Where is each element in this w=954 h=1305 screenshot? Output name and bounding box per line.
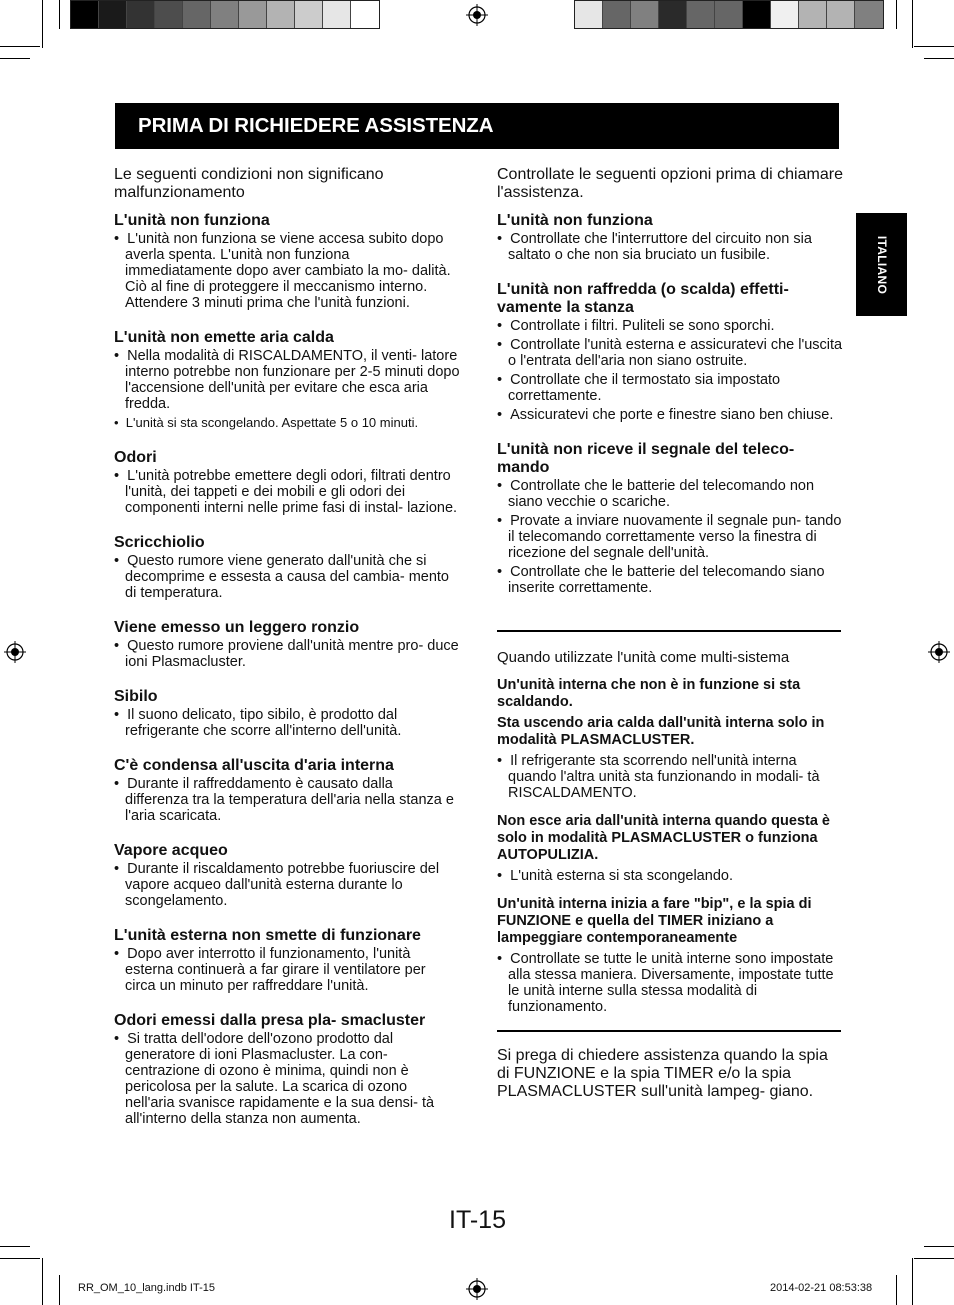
color-swatch xyxy=(687,1,715,28)
bullet-list xyxy=(497,231,843,263)
crop-mark xyxy=(914,46,954,47)
section-title: Odori emessi dalla presa pla- smacluster xyxy=(114,1012,426,1029)
block-title: Un'unità interna inizia a fare "bip", e la spia di FUNZIONE e quella del TIMER iniziano a lampeggiare contemporaneamente xyxy=(497,896,812,946)
crop-mark xyxy=(0,46,40,47)
bullet-list xyxy=(497,951,843,1015)
list-item: • L'unità esterna si sta scongelando. xyxy=(497,868,843,884)
section-title: Vapore acqueo xyxy=(114,842,228,859)
bullet-list xyxy=(114,946,460,994)
list-item: • Controllate che l'interruttore del circuito non sia saltato o che non sia bruciato un fusibile. xyxy=(497,231,843,263)
page-title: PRIMA DI RICHIEDERE ASSISTENZA xyxy=(138,114,494,137)
block-title: Un'unità interna che non è in funzione si sta scaldando. xyxy=(497,677,801,710)
list-item: • Dopo aver interrotto il funzionamento, l'unità esterna continuerà a far girare il ventilatore per circa un minuto per raffreddare l'unità. xyxy=(114,946,460,994)
list-item: • L'unità non funziona se viene accesa subito dopo averla spenta. L'unità non funziona immediatamente dopo aver cambiato la mo- dalità. Ciò al fine di proteggere il meccanismo interno. Attendere 3 minuti prima che l'unità funzioni. xyxy=(114,231,460,311)
color-swatch xyxy=(743,1,771,28)
right-sections xyxy=(497,212,843,596)
bullet-list xyxy=(497,868,843,884)
language-tab xyxy=(856,213,907,316)
divider xyxy=(497,1030,841,1032)
color-swatch xyxy=(603,1,631,28)
section-title: Scricchiolio xyxy=(114,534,205,551)
bullet-list xyxy=(114,348,460,431)
color-swatch xyxy=(827,1,855,28)
registration-mark-icon xyxy=(466,1278,488,1300)
color-swatch xyxy=(267,1,295,28)
crop-mark xyxy=(896,0,897,29)
section-title: Sibilo xyxy=(114,688,158,705)
registration-mark-icon xyxy=(928,641,950,663)
bullet-list xyxy=(114,468,460,516)
language-tab-label: ITALIANO xyxy=(874,235,889,294)
color-swatch xyxy=(295,1,323,28)
color-bar-left xyxy=(70,0,380,29)
color-swatch xyxy=(127,1,155,28)
multi-system-section xyxy=(497,649,843,1027)
bullet-list xyxy=(497,478,843,596)
registration-mark-icon xyxy=(466,4,488,26)
crop-mark xyxy=(924,58,954,59)
list-item: • Questo rumore viene generato dall'unità che si decomprime e essesta a causa del cambia- mento di temperatura. xyxy=(114,553,460,601)
bullet-list xyxy=(114,553,460,601)
section-title: Odori xyxy=(114,449,157,466)
divider xyxy=(497,630,841,632)
left-intro: Le seguenti condizioni non significano malfunzionamento xyxy=(114,166,384,201)
crop-mark xyxy=(896,1275,897,1305)
timestamp: 2014-02-21 08:53:38 xyxy=(770,1282,873,1294)
color-swatch xyxy=(71,1,99,28)
bullet-list xyxy=(114,707,460,739)
list-item: • Il suono delicato, tipo sibilo, è prodotto dal refrigerante che scorre all'interno dell'unità. xyxy=(114,707,460,739)
left-sections xyxy=(114,212,460,1127)
bullet-list xyxy=(114,231,460,311)
color-swatch xyxy=(99,1,127,28)
color-swatch xyxy=(659,1,687,28)
color-swatch xyxy=(855,1,883,28)
block-title: Sta uscendo aria calda dall'unità interna solo in modalità PLASMACLUSTER. xyxy=(497,715,825,748)
color-swatch xyxy=(715,1,743,28)
list-item: • Controllate che il termostato sia impostato correttamente. xyxy=(497,372,843,404)
crop-mark xyxy=(59,0,60,29)
color-swatch xyxy=(211,1,239,28)
block-title: Non esce aria dall'unità interna quando questa è solo in modalità PLASMACLUSTER o funziona AUTOPULIZIA. xyxy=(497,813,830,863)
section-title: L'unità non raffredda (o scalda) effetti- vamente la stanza xyxy=(497,281,789,316)
crop-mark xyxy=(912,1258,913,1305)
color-swatch xyxy=(155,1,183,28)
color-bar-right xyxy=(574,0,884,29)
multi-blocks xyxy=(497,677,843,1015)
crop-mark xyxy=(924,1246,954,1247)
list-item: • Durante il raffreddamento è causato dalla differenza tra la temperatura dell'aria nella stanza e l'aria scaricata. xyxy=(114,776,460,824)
color-swatch xyxy=(799,1,827,28)
crop-mark xyxy=(0,58,30,59)
list-item: • Il refrigerante sta scorrendo nell'unità interna quando l'altra unità sta funzionando in modali- tà RISCALDAMENTO. xyxy=(497,753,843,801)
section-title: L'unità non funziona xyxy=(114,212,270,229)
section-title: C'è condensa all'uscita d'aria interna xyxy=(114,757,394,774)
list-item: • Assicuratevi che porte e finestre siano ben chiuse. xyxy=(497,407,843,423)
list-item: • Nella modalità di RISCALDAMENTO, il venti- latore interno potrebbe non funzionare per 2-5 minuti dopo l'accensione dell'unità per evitare che esca aria fredda. xyxy=(114,348,460,412)
list-item: • L'unità potrebbe emettere degli odori, filtrati dentro l'unità, dei tappeti e dei mobili e gli odori dei componenti interni nelle prime fasi di instal- lazione. xyxy=(114,468,460,516)
crop-mark xyxy=(0,1258,40,1259)
crop-mark xyxy=(42,1258,43,1305)
bullet-list xyxy=(114,776,460,824)
color-swatch xyxy=(183,1,211,28)
section-title: L'unità non emette aria calda xyxy=(114,329,334,346)
color-swatch xyxy=(631,1,659,28)
bullet-list xyxy=(497,753,843,801)
list-item: • Provate a inviare nuovamente il segnale pun- tando il telecomando correttamente verso la finestra di ricezione del segnale dell'unità. xyxy=(497,513,843,561)
left-column xyxy=(114,166,460,1145)
crop-mark xyxy=(914,1258,954,1259)
section-title: Viene emesso un leggero ronzio xyxy=(114,619,360,636)
right-intro: Controllate le seguenti opzioni prima di chiamare l'assistenza. xyxy=(497,166,843,201)
color-swatch xyxy=(771,1,799,28)
list-item: • Controllate che le batterie del telecomando non siano vecchie o scariche. xyxy=(497,478,843,510)
section-title: L'unità non funziona xyxy=(497,212,653,229)
section-title: L'unità non riceve il segnale del teleco- mando xyxy=(497,441,795,476)
color-swatch xyxy=(351,1,379,28)
crop-mark xyxy=(59,1275,60,1305)
bullet-list xyxy=(114,1031,460,1127)
section-header xyxy=(115,103,839,149)
list-item: • Controllate se tutte le unità interne sono impostate alla stessa maniera. Diversamente, impostate tutte le unità interne sulla stessa modalità di funzionamento. xyxy=(497,951,843,1015)
bullet-list xyxy=(497,318,843,423)
closing-note: Si prega di chiedere assistenza quando la spia di FUNZIONE e la spia TIMER e/o la spia PLASMACLUSTER sull'unità lampeg- giano. xyxy=(497,1047,828,1100)
color-swatch xyxy=(239,1,267,28)
list-item: • L'unità si sta scongelando. Aspettate 5 o 10 minuti. xyxy=(114,415,460,431)
registration-mark-icon xyxy=(4,641,26,663)
list-item: • Questo rumore proviene dall'unità mentre pro- duce ioni Plasmacluster. xyxy=(114,638,460,670)
crop-mark xyxy=(0,1246,30,1247)
color-swatch xyxy=(323,1,351,28)
list-item: • Controllate che le batterie del telecomando siano inserite correttamente. xyxy=(497,564,843,596)
bullet-list xyxy=(114,638,460,670)
section-title: L'unità esterna non smette di funzionare xyxy=(114,927,421,944)
multi-system-intro: Quando utilizzate l'unità come multi-sistema xyxy=(497,649,790,666)
list-item: • Durante il riscaldamento potrebbe fuoriuscire del vapore acqueo dall'unità esterna durante lo scongelamento. xyxy=(114,861,460,909)
page-number: IT-15 xyxy=(449,1206,506,1234)
list-item: • Controllate i filtri. Puliteli se sono sporchi. xyxy=(497,318,843,334)
right-column xyxy=(497,166,843,614)
color-swatch xyxy=(575,1,603,28)
crop-mark xyxy=(42,0,43,48)
list-item: • Controllate l'unità esterna e assicuratevi che l'uscita o l'entrata dell'aria non siano ostruite. xyxy=(497,337,843,369)
list-item: • Si tratta dell'odore dell'ozono prodotto dal generatore di ioni Plasmacluster. La con- centrazione di ozono è minima, quindi non è pericolosa per la salute. La scarica di ozono nell'aria svanisce rapidamente e la sua densi- tà all'interno della stanza non aumenta. xyxy=(114,1031,460,1127)
bullet-list xyxy=(114,861,460,909)
file-info: RR_OM_10_lang.indb IT-15 xyxy=(78,1282,215,1294)
crop-mark xyxy=(912,0,913,48)
